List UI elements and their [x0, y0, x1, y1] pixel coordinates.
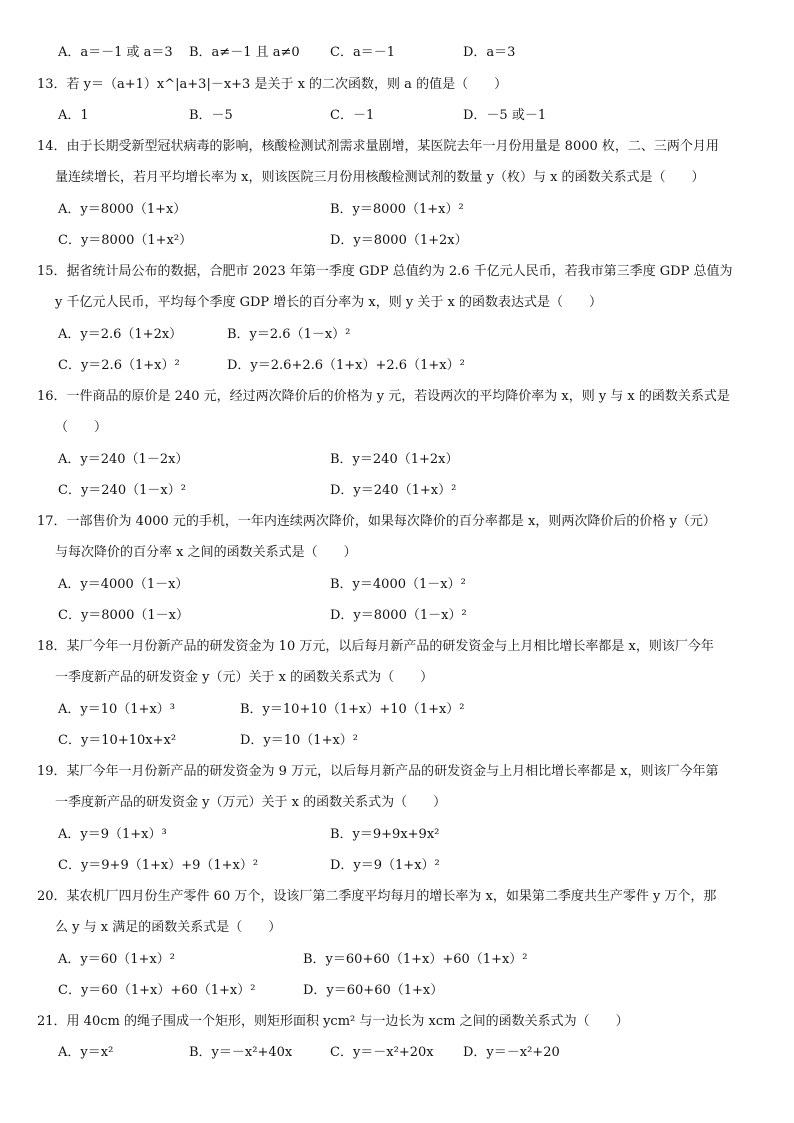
q15-option-d[interactable]: D．y＝2.6+2.6（1+x）+2.6（1+x）² — [227, 358, 465, 373]
q21-option-d[interactable]: D．y＝－x²+20 — [463, 1045, 560, 1060]
q19-option-d[interactable]: D．y＝9（1+x）² — [330, 858, 440, 873]
q14-option-c[interactable]: C．y＝8000（1+x²） — [58, 233, 193, 248]
q17-option-d[interactable]: D．y＝8000（1－x）² — [330, 608, 467, 623]
q19-option-c[interactable]: C．y＝9+9（1+x）+9（1+x）² — [58, 858, 259, 873]
q19-stem-line-1: 19．某厂今年一月份新产品的研发资金为 9 万元，以后每月新产品的研发资金与上月相比增长率都是 x，则该厂今年第 — [37, 764, 719, 779]
q21-stem: 21．用 40cm 的绳子围成一个矩形，则矩形面积 ycm² 与一边长为 xcm 之间的函数关系式为（ ） — [37, 1014, 629, 1029]
q18-option-b[interactable]: B．y＝10+10（1+x）+10（1+x）² — [240, 702, 465, 717]
q19-option-a[interactable]: A．y＝9（1+x）³ — [58, 827, 167, 842]
q20-option-c[interactable]: C．y＝60（1+x）+60（1+x）² — [58, 983, 256, 998]
q15-option-b[interactable]: B．y＝2.6（1－x）² — [227, 327, 351, 342]
q19-stem-line-2: 一季度新产品的研发资金 y（万元）关于 x 的函数关系式为（ ） — [55, 795, 447, 810]
q20-option-d[interactable]: D．y＝60+60（1+x） — [303, 983, 444, 998]
q13-stem: 13．若 y＝（a+1）x^|a+3|－x+3 是关于 x 的二次函数，则 a 的值是（ ） — [37, 77, 508, 92]
q14-stem-line-2: 量连续增长，若月平均增长率为 x，则该医院三月份用核酸检测试剂的数量 y（枚）与 x 的函数关系式是（ ） — [55, 170, 705, 185]
q17-option-c[interactable]: C．y＝8000（1－x） — [58, 608, 189, 623]
q17-option-b[interactable]: B．y＝4000（1－x）² — [330, 577, 466, 592]
q16-stem-line-2: （ ） — [55, 420, 108, 435]
q19-option-b[interactable]: B．y＝9+9x+9x² — [330, 827, 440, 842]
q21-option-c[interactable]: C．y＝－x²+20x — [330, 1045, 434, 1060]
q14-option-d[interactable]: D．y＝8000（1+2x） — [330, 233, 468, 248]
q21-option-b[interactable]: B．y＝－x²+40x — [189, 1045, 293, 1060]
q13-option-c[interactable]: C．－1 — [330, 108, 375, 123]
q13-option-a[interactable]: A．1 — [58, 108, 89, 123]
q20-stem-line-2: 么 y 与 x 满足的函数关系式是（ ） — [55, 920, 282, 935]
q16-stem-line-1: 16．一件商品的原价是 240 元，经过两次降价后的价格为 y 元，若设两次的平均降价率为 x，则 y 与 x 的函数关系式是 — [37, 389, 730, 404]
q16-option-b[interactable]: B．y＝240（1+2x） — [330, 452, 459, 467]
q18-option-d[interactable]: D．y＝10（1+x）² — [240, 733, 359, 748]
q13-option-b[interactable]: B．－5 — [189, 108, 233, 123]
q17-option-a[interactable]: A．y＝4000（1－x） — [58, 577, 189, 592]
q13-option-d[interactable]: D．－5 或－1 — [463, 108, 547, 123]
q20-option-b[interactable]: B．y＝60+60（1+x）+60（1+x）² — [303, 952, 528, 967]
q17-stem-line-2: 与每次降价的百分率 x 之间的函数关系式是（ ） — [55, 545, 357, 560]
q18-option-a[interactable]: A．y＝10（1+x）³ — [58, 702, 175, 717]
q14-option-b[interactable]: B．y＝8000（1+x）² — [330, 202, 464, 217]
q12-option-c[interactable]: C．a＝－1 — [330, 45, 395, 60]
q15-option-a[interactable]: A．y＝2.6（1+2x） — [58, 327, 183, 342]
q18-stem-line-2: 一季度新产品的研发资金 y（元）关于 x 的函数关系式为（ ） — [55, 670, 434, 685]
q17-stem-line-1: 17．一部售价为 4000 元的手机，一年内连续两次降价，如果每次降价的百分率都是 x，则两次降价后的价格 y（元） — [37, 514, 716, 529]
q15-stem-line-1: 15．据省统计局公布的数据，合肥市 2023 年第一季度 GDP 总值约为 2.6 千亿元人民币，若我市第三季度 GDP 总值为 — [37, 264, 733, 279]
q14-stem-line-1: 14．由于长期受新型冠状病毒的影响，核酸检测试剂需求量剧增，某医院去年一月份用量是 8000 枚，二、三两个月用 — [37, 139, 719, 154]
q12-option-d[interactable]: D．a＝3 — [463, 45, 516, 60]
q16-option-d[interactable]: D．y＝240（1+x）² — [330, 483, 457, 498]
q12-option-a[interactable]: A．a＝－1 或 a＝3 — [58, 45, 173, 60]
q20-stem-line-1: 20．某农机厂四月份生产零件 60 万个，设该厂第二季度平均每月的增长率为 x，如果第二季度共生产零件 y 万个，那 — [37, 889, 717, 904]
q14-option-a[interactable]: A．y＝8000（1+x） — [58, 202, 187, 217]
q21-option-a[interactable]: A．y＝x² — [58, 1045, 114, 1060]
q15-stem-line-2: y 千亿元人民币，平均每个季度 GDP 增长的百分率为 x，则 y 关于 x 的函数表达式是（ ） — [55, 295, 602, 310]
q20-option-a[interactable]: A．y＝60（1+x）² — [58, 952, 175, 967]
q18-option-c[interactable]: C．y＝10+10x+x² — [58, 733, 177, 748]
q16-option-c[interactable]: C．y＝240（1－x）² — [58, 483, 186, 498]
q12-option-b[interactable]: B．a≠－1 且 a≠0 — [189, 45, 300, 60]
q18-stem-line-1: 18．某厂今年一月份新产品的研发资金为 10 万元，以后每月新产品的研发资金与上月相比增长率都是 x，则该厂今年 — [37, 639, 714, 654]
q16-option-a[interactable]: A．y＝240（1－2x） — [58, 452, 189, 467]
q15-option-c[interactable]: C．y＝2.6（1+x）² — [58, 358, 180, 373]
